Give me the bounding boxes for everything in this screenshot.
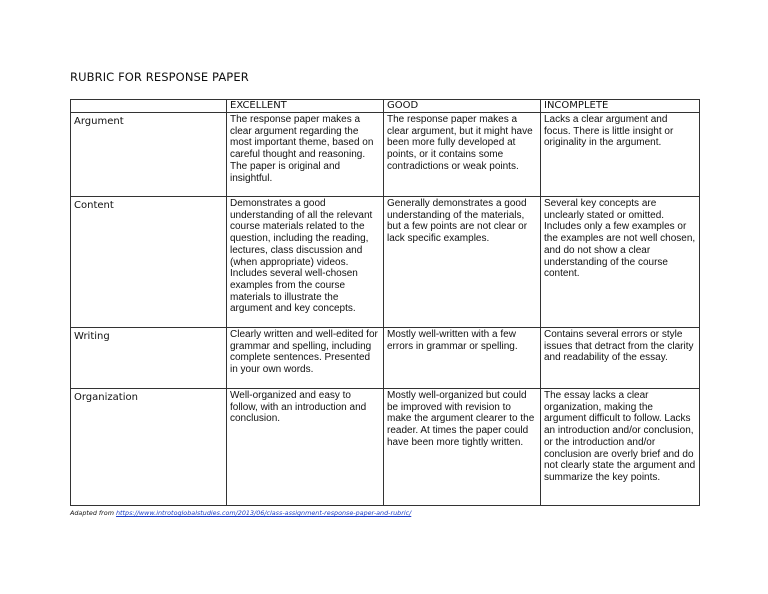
criterion-label: Argument xyxy=(71,113,227,197)
rubric-row-argument xyxy=(71,113,700,197)
excellent-cell: The response paper makes a clear argument regarding the most important theme, based on careful thought and reasoning. The paper is original and insightful. xyxy=(227,113,384,197)
rubric-row-content xyxy=(71,197,700,328)
criterion-label: Organization xyxy=(71,389,227,506)
source-attribution xyxy=(70,509,411,517)
good-cell: Generally demonstrates a good understanding of the materials, but a few points are not clear or lack specific examples. xyxy=(384,197,541,328)
excellent-cell: Well-organized and easy to follow, with an introduction and conclusion. xyxy=(227,389,384,506)
criterion-label: Content xyxy=(71,197,227,328)
header-excellent: EXCELLENT xyxy=(227,100,384,113)
rubric-table xyxy=(70,99,700,506)
incomplete-cell: The essay lacks a clear organization, making the argument difficult to follow. Lacks an introduction and/or conclusion, or the introduction and/or conclusion are overly brief and do not clearly state the argument and summarize the key points. xyxy=(541,389,700,506)
rubric-header-row xyxy=(71,100,700,113)
attribution-prefix: Adapted from xyxy=(70,509,116,517)
incomplete-cell: Several key concepts are unclearly stated or omitted. Includes only a few examples or the examples are not well chosen, and do not show a clear understanding of the course content. xyxy=(541,197,700,328)
rubric-row-organization xyxy=(71,389,700,506)
excellent-cell: Demonstrates a good understanding of all the relevant course materials related to the question, including the reading, lectures, class discussion and (when appropriate) videos. Includes several well-chosen examples from the course materials to illustrate the argument and key concepts. xyxy=(227,197,384,328)
excellent-cell: Clearly written and well-edited for grammar and spelling, including complete sentences. Presented in your own words. xyxy=(227,328,384,389)
incomplete-cell: Contains several errors or style issues that detract from the clarity and readability of the essay. xyxy=(541,328,700,389)
header-incomplete: INCOMPLETE xyxy=(541,100,700,113)
good-cell: Mostly well-written with a few errors in grammar or spelling. xyxy=(384,328,541,389)
good-cell: The response paper makes a clear argument, but it might have been more fully developed at points, or it contains some contradictions or weak points. xyxy=(384,113,541,197)
source-link[interactable]: https://www.introtoglobalstudies.com/2013/06/class-assignment-response-paper-and-rubric/ xyxy=(115,509,412,517)
good-cell: Mostly well-organized but could be improved with revision to make the argument clearer to the reader. At times the paper could have been more tightly written. xyxy=(384,389,541,506)
rubric-row-writing xyxy=(71,328,700,389)
header-good: GOOD xyxy=(384,100,541,113)
header-criterion xyxy=(71,100,227,113)
document-title: RUBRIC FOR RESPONSE PAPER xyxy=(70,70,249,84)
criterion-label: Writing xyxy=(71,328,227,389)
incomplete-cell: Lacks a clear argument and focus. There is little insight or originality in the argument. xyxy=(541,113,700,197)
